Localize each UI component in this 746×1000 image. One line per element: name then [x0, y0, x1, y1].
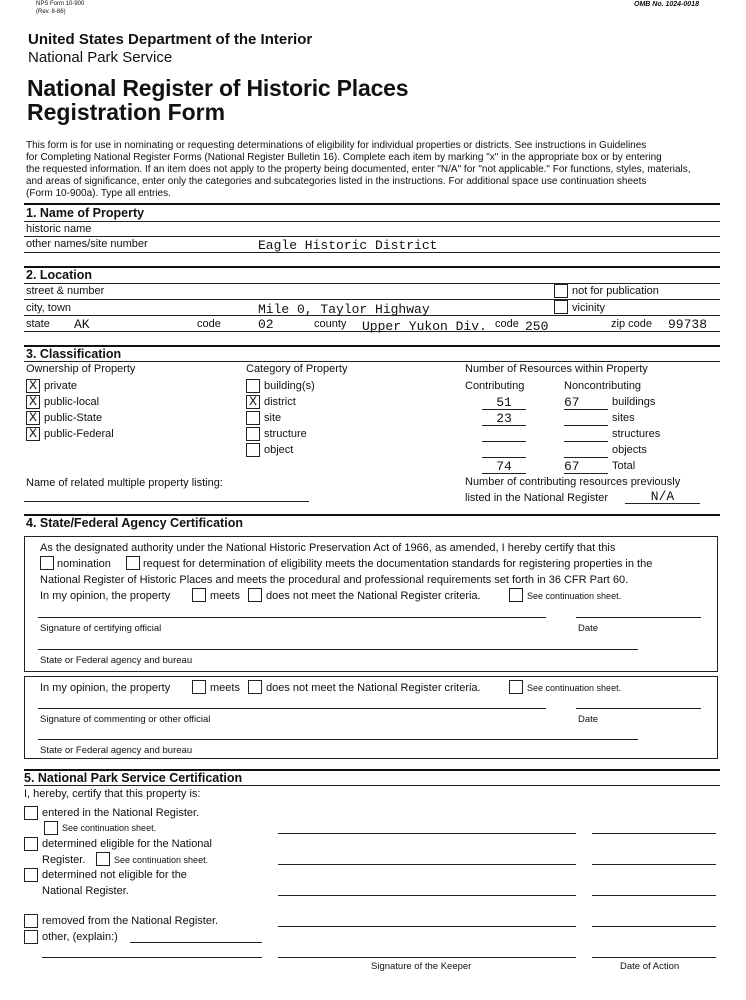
date-of-action-label: Date of Action — [620, 961, 680, 972]
cert-line-2: request for determination of eligibility meets the documentation standards for registering properties in the — [143, 558, 653, 570]
meets-checkbox-2[interactable] — [192, 680, 206, 694]
does-not-meet-label: does not meet the National Register criteria. — [266, 682, 481, 694]
nps-cert-intro: I, hereby, certify that this property is: — [24, 788, 201, 800]
category-checkbox-structure[interactable] — [246, 427, 260, 441]
eligible-label-1: determined eligible for the National — [42, 838, 212, 850]
section-3-heading: 3. Classification — [26, 347, 122, 361]
contributing-structures[interactable] — [482, 427, 526, 442]
resource-label: objects — [612, 444, 647, 456]
action-date-line[interactable] — [592, 833, 716, 834]
vicinity-checkbox[interactable] — [554, 300, 568, 314]
city-field — [24, 315, 720, 316]
prev-listed-line1: Number of contributing resources previously — [465, 476, 681, 488]
date-line[interactable] — [576, 708, 701, 709]
request-determination-checkbox[interactable] — [126, 556, 140, 570]
category-checkbox-buildings[interactable] — [246, 379, 260, 393]
related-listing-label: Name of related multiple property listing: — [26, 477, 223, 489]
section-divider — [24, 266, 720, 268]
section-divider — [24, 203, 720, 205]
rule — [24, 283, 720, 284]
other-explain-field[interactable] — [130, 942, 262, 943]
state-label: state — [26, 318, 50, 330]
agency-name: National Park Service — [28, 49, 173, 66]
keeper-signature-line[interactable] — [278, 957, 576, 958]
nomination-label: nomination — [57, 558, 111, 570]
state-code-value[interactable]: 02 — [258, 317, 274, 332]
keeper-signature-line[interactable] — [278, 895, 576, 896]
see-continuation-label: See continuation sheet. — [114, 855, 209, 865]
see-continuation-checkbox-2[interactable] — [509, 680, 523, 694]
contributing-buildings[interactable]: 51 — [482, 395, 526, 410]
other-checkbox[interactable] — [24, 930, 38, 944]
opinion-prefix: In my opinion, the property — [40, 590, 171, 602]
nomination-checkbox[interactable] — [40, 556, 54, 570]
ownership-header: Ownership of Property — [26, 363, 136, 375]
category-label: building(s) — [264, 380, 315, 392]
intro-line-2: for Completing National Register Forms (National Register Bulletin 16). Complete each item by marking "x" in the appropriate box or by entering — [26, 152, 662, 163]
state-code-label: code — [197, 318, 221, 330]
contributing-objects[interactable] — [482, 443, 526, 458]
category-label: structure — [264, 428, 307, 440]
meets-label: meets — [210, 590, 240, 602]
category-checkbox-object[interactable] — [246, 443, 260, 457]
noncontributing-sites[interactable] — [564, 411, 608, 426]
ownership-label: private — [44, 380, 78, 392]
entered-label: entered in the National Register. — [42, 807, 200, 819]
county-value[interactable]: Upper Yukon Div. — [362, 319, 487, 334]
intro-line-1: This form is for use in nominating or requesting determinations of eligibility for individual properties or districts. See instructions in Guidelines — [26, 140, 647, 151]
date-line[interactable] — [576, 617, 701, 618]
form-title-line2: Registration Form — [27, 99, 226, 125]
prev-listed-line2: listed in the National Register — [465, 492, 609, 504]
ownership-label: public-Federal — [44, 428, 114, 440]
city-value[interactable]: Mile 0, Taylor Highway — [258, 302, 430, 317]
ownership-checkbox-public-state[interactable]: X — [26, 411, 40, 425]
zip-value[interactable]: 99738 — [668, 317, 708, 332]
resource-label: sites — [612, 412, 635, 424]
removed-checkbox[interactable] — [24, 914, 38, 928]
rule — [24, 221, 720, 222]
see-continuation-label: See continuation sheet. — [527, 591, 622, 601]
other-explain-field-2[interactable] — [42, 957, 262, 958]
form-title-line1: National Register of Historic Places — [27, 75, 409, 101]
vicinity-label: vicinity — [572, 302, 606, 314]
state-agency-label: State or Federal agency and bureau — [40, 655, 193, 666]
does-not-meet-label: does not meet the National Register criteria. — [266, 590, 481, 602]
resources-header: Number of Resources within Property — [465, 363, 648, 375]
not-eligible-label-1: determined not eligible for the — [42, 869, 187, 881]
noncontributing-total[interactable]: 67 — [564, 459, 608, 474]
contributing-total[interactable]: 74 — [482, 459, 526, 474]
intro-line-4: and areas of significance, enter only the categories and subcategories listed in the instructions. For additional space use continuation sheets — [26, 176, 647, 187]
eligible-checkbox[interactable] — [24, 837, 38, 851]
category-header: Category of Property — [246, 363, 348, 375]
resource-label: Total — [612, 460, 636, 472]
omb-number: OMB No. 1024-0018 — [634, 1, 699, 8]
other-names-label: other names/site number — [26, 238, 148, 250]
signature-line[interactable] — [38, 617, 546, 618]
entered-checkbox[interactable] — [24, 806, 38, 820]
county-code-value[interactable]: 250 — [525, 319, 549, 334]
intro-line-3: the requested information. If an item does not apply to the property being documented, enter "N/A" for "not applicable." For functions, styles, materials, — [26, 164, 691, 175]
date-label: Date — [578, 623, 599, 634]
category-checkbox-site[interactable] — [246, 411, 260, 425]
noncontributing-structures[interactable] — [564, 427, 608, 442]
county-label: county — [314, 318, 347, 330]
entered-continuation-checkbox[interactable] — [44, 821, 58, 835]
category-label: object — [264, 444, 294, 456]
intro-line-5: (Form 10-900a). Type all entries. — [26, 188, 171, 199]
other-label: other, (explain:) — [42, 931, 118, 943]
contributing-header: Contributing — [465, 380, 525, 392]
historic-name-label: historic name — [26, 223, 92, 235]
not-eligible-checkbox[interactable] — [24, 868, 38, 882]
cert-line-3: National Register of Historic Places and meets the procedural and professional requirements set forth in 36 CFR Part 60. — [40, 574, 629, 586]
rule — [24, 785, 720, 786]
action-date-line[interactable] — [592, 864, 716, 865]
see-continuation-label: See continuation sheet. — [62, 823, 157, 833]
not-for-publication-label: not for publication — [572, 285, 659, 297]
signature-line[interactable] — [38, 708, 546, 709]
does-not-meet-checkbox[interactable] — [248, 588, 262, 602]
other-names-field — [24, 252, 720, 253]
action-date-line[interactable] — [592, 926, 716, 927]
county-code-label: code — [495, 318, 519, 330]
removed-label: removed from the National Register. — [42, 915, 219, 927]
city-label: city, town — [26, 302, 72, 314]
ownership-label: public-State — [44, 412, 103, 424]
action-date-line[interactable] — [592, 957, 716, 958]
noncontributing-buildings[interactable]: 67 — [564, 395, 608, 410]
keeper-signature-line[interactable] — [278, 833, 576, 834]
ownership-checkbox-public-local[interactable]: X — [26, 395, 40, 409]
ownership-label: public-local — [44, 396, 100, 408]
does-not-meet-checkbox-2[interactable] — [248, 680, 262, 694]
sig-commenting-label: Signature of commenting or other official — [40, 714, 211, 725]
date-label: Date — [578, 714, 599, 725]
contributing-sites[interactable]: 23 — [482, 411, 526, 426]
eligible-continuation-checkbox[interactable] — [96, 852, 110, 866]
category-label: district — [264, 396, 296, 408]
prev-listed-value[interactable]: N/A — [625, 489, 700, 504]
sig-certifying-label: Signature of certifying official — [40, 623, 162, 634]
noncontributing-objects[interactable] — [564, 443, 608, 458]
see-continuation-label: See continuation sheet. — [527, 683, 622, 693]
ownership-checkbox-public-federal[interactable]: X — [26, 427, 40, 441]
cert-line-1: As the designated authority under the National Historic Preservation Act of 1966, as amended, I hereby certify that this — [40, 542, 616, 554]
zip-label: zip code — [611, 318, 652, 330]
keeper-signature-line[interactable] — [278, 926, 576, 927]
other-names-value[interactable]: Eagle Historic District — [258, 238, 438, 253]
noncontributing-header: Noncontributing — [564, 380, 642, 392]
eligible-label-2: Register. — [42, 854, 86, 866]
ownership-checkbox-private[interactable]: X — [26, 379, 40, 393]
section-divider — [24, 345, 720, 347]
meets-label: meets — [210, 682, 240, 694]
resource-label: structures — [612, 428, 661, 440]
department-name: United States Department of the Interior — [28, 31, 313, 48]
section-1-heading: 1. Name of Property — [26, 206, 145, 220]
rule — [24, 361, 720, 362]
keeper-signature-label: Signature of the Keeper — [371, 961, 472, 972]
agency-line[interactable] — [38, 739, 638, 740]
keeper-signature-line[interactable] — [278, 864, 576, 865]
opinion-prefix: In my opinion, the property — [40, 682, 171, 694]
action-date-line[interactable] — [592, 895, 716, 896]
category-checkbox-district[interactable]: X — [246, 395, 260, 409]
category-label: site — [264, 412, 282, 424]
state-field — [24, 331, 720, 332]
historic-name-field[interactable] — [24, 236, 720, 237]
street-label: street & number — [26, 285, 105, 297]
agency-line[interactable] — [38, 649, 638, 650]
street-field[interactable] — [24, 299, 720, 300]
form-revision: (Rev. 8-86) — [36, 9, 66, 15]
related-listing-field[interactable] — [24, 501, 309, 502]
not-eligible-label-2: National Register. — [42, 885, 129, 897]
form-number: NPS Form 10-900 — [36, 1, 85, 7]
see-continuation-checkbox[interactable] — [509, 588, 523, 602]
section-5-heading: 5. National Park Service Certification — [24, 771, 243, 785]
section-4-heading: 4. State/Federal Agency Certification — [26, 516, 243, 530]
resource-label: buildings — [612, 396, 656, 408]
state-agency-label: State or Federal agency and bureau — [40, 745, 193, 756]
section-2-heading: 2. Location — [26, 268, 92, 282]
meets-checkbox[interactable] — [192, 588, 206, 602]
not-for-publication-checkbox[interactable] — [554, 284, 568, 298]
state-value[interactable]: AK — [74, 317, 90, 332]
